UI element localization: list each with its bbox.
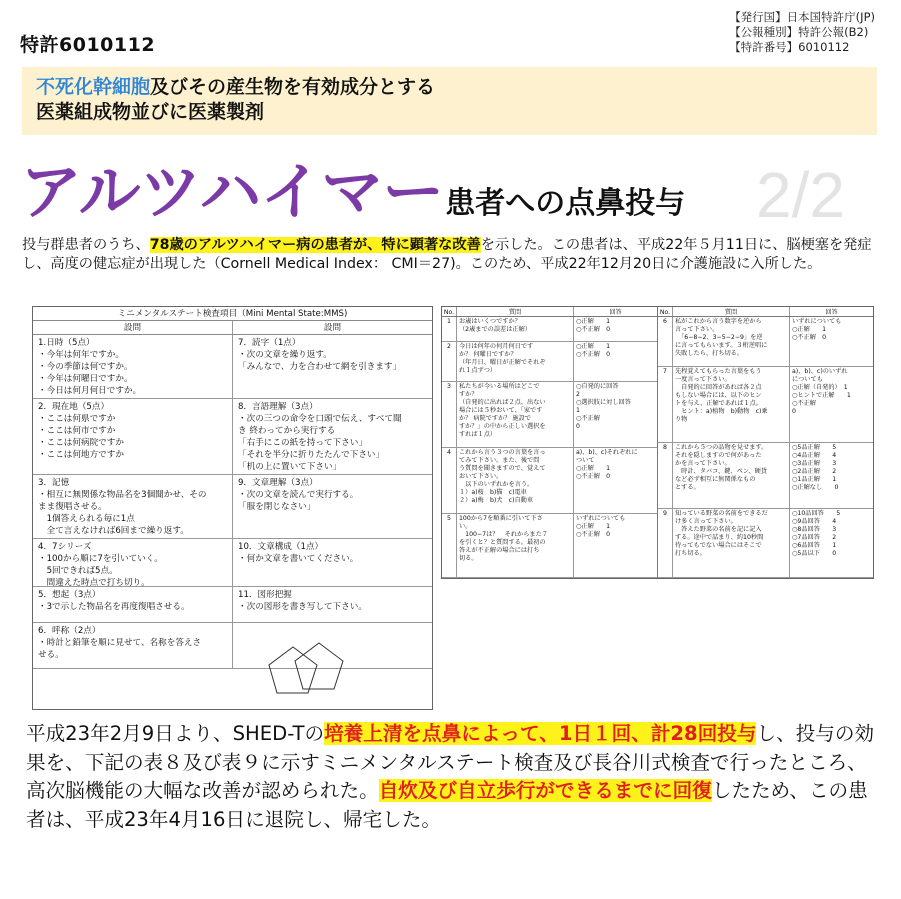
- result-text-1: 平成23年2月9日より、SHED-Tの: [26, 722, 325, 745]
- mms-cell: [33, 335, 232, 398]
- result-highlight-2: 自炊及び自立歩行ができるまでに回復: [378, 779, 712, 802]
- hasegawa-row-no: 3: [447, 383, 451, 390]
- hasegawa-line: ○正解なし 0: [792, 484, 839, 491]
- patent-number: 特許6010112: [20, 34, 156, 56]
- hasegawa-question: [672, 443, 789, 508]
- hasegawa-line: 答えた野菜の名前を記に記入: [675, 526, 762, 533]
- hasegawa-answer: [573, 448, 657, 513]
- hasegawa-line: 100から7を順番に引いて下さ: [459, 515, 543, 522]
- hasegawa-line: これから５つの品物を見せます。: [675, 444, 768, 451]
- mms-cell-line: 10．文章構成（1点）: [238, 542, 324, 552]
- hasegawa-line: てみて下さい。また、後で問: [459, 457, 540, 464]
- mms-header: [33, 321, 432, 335]
- hasegawa-line: a)、b)、c)のいずれ: [792, 368, 848, 375]
- hasegawa-line: a)、b)、c)それぞれに: [576, 449, 638, 456]
- mms-cell-line: 「服を閉じなさい」: [238, 502, 316, 512]
- mms-cell-line: ・次の三つの命令を口頭で伝え、すべて聞: [238, 414, 402, 424]
- mms-cell-line: 「それを半分に折りたたんで下さい」: [238, 450, 385, 460]
- mms-cell-line: せる。: [38, 650, 64, 660]
- mms-cell: [232, 475, 432, 538]
- header-answer: 回答: [789, 307, 873, 316]
- hasegawa-line: ○2品正解 2: [792, 468, 837, 475]
- mms-cell-line: ・今年は何曜日ですか。: [38, 374, 133, 384]
- hasegawa-answer: [573, 514, 657, 577]
- mms-cell-line: ・3で示した物品名を再度復唱させる。: [38, 602, 190, 612]
- hasegawa-line: に言ってもらいます。３桁逆唱に: [675, 342, 768, 349]
- mms-cell-line: ・ここは何地方ですか: [38, 450, 124, 460]
- hasegawa-line: （年月日、曜日が正解でそれぞ: [459, 359, 546, 366]
- hasegawa-line: （自発的に出れば２点、出ない: [459, 399, 546, 406]
- mms-caption: ミニメンタルステート検査項目（Mini Mental State:MMS): [33, 307, 432, 321]
- hasegawa-line: ○不正解: [576, 415, 600, 422]
- mms-cell-line: 11．図形把握: [238, 590, 292, 600]
- mms-cell-line: 「みんなで、力を合わせて網を引きます」: [238, 362, 402, 372]
- hasegawa-line: ○選択肢に対し回答: [576, 399, 631, 406]
- meta-number: 【特許番号】6010112: [729, 40, 850, 54]
- hasegawa-line: すか？」の中から正しい選択を: [459, 423, 546, 430]
- mms-cell-line: 9．文章理解（3点）: [238, 478, 318, 488]
- hasegawa-row: [658, 317, 873, 367]
- mms-table: [32, 306, 433, 710]
- mms-row: [33, 475, 432, 539]
- hasegawa-line: ○6品回答 1: [792, 542, 837, 549]
- hasegawa-header: [658, 307, 873, 317]
- hasegawa-line: い。: [459, 523, 472, 530]
- hasegawa-line: すれば１点）: [459, 431, 497, 438]
- mms-cell-line: 5．想起（3点）: [38, 590, 101, 600]
- hasegawa-line: 自発的に回答があれば各２点: [675, 384, 762, 391]
- hasegawa-row: [442, 514, 657, 578]
- mms-cell-line: 8．言語理解（3点）: [238, 402, 318, 412]
- topic-banner: [22, 67, 877, 135]
- hasegawa-line: 答えが不正解の場合には打ち: [459, 547, 540, 554]
- mms-rows: [33, 335, 432, 669]
- mms-cell-line: 1個答えられる毎に1点: [38, 514, 135, 524]
- hasegawa-question: [456, 317, 573, 341]
- hasegawa-question: [456, 382, 573, 447]
- hasegawa-question: [672, 367, 789, 442]
- hasegawa-row: [442, 342, 657, 382]
- hasegawa-line: 知っている野菜の名前をできるだ: [675, 510, 768, 517]
- hasegawa-line: ○正解 1: [792, 326, 827, 333]
- hasegawa-line: ○自発的に回答: [576, 383, 619, 390]
- intro-text-1: 投与群患者のうち、: [22, 237, 150, 253]
- hasegawa-line: 先程覚えてもらった言葉をもう: [675, 368, 762, 375]
- result-text-2: し、投与の効果を、下記の表８及び表９に示すミニメンタルステート検査及び長谷川式検査で行ったところ、高次脳機能の大幅な改善が認められた。: [26, 722, 875, 802]
- hasegawa-line: トを与え、正解であれば１点。: [675, 400, 762, 407]
- hasegawa-row-no: 9: [663, 510, 667, 517]
- hasegawa-row-no: 2: [447, 343, 451, 350]
- mms-cell: [33, 539, 232, 586]
- hasegawa-line: 待ってもでない場合にはそこで: [675, 542, 762, 549]
- mms-cell-line: ・時計と鉛筆を順に見せて、名称を答えさ: [38, 638, 202, 648]
- hasegawa-line: １）a)桜 b)猫 c)電車: [459, 489, 527, 496]
- hasegawa-line: ○正解（自発的） 1: [792, 384, 848, 391]
- hasegawa-line: ○不正解 0: [576, 473, 611, 480]
- hasegawa-line: 場合には５秒おいて、「家です: [459, 407, 543, 414]
- mms-cell-line: ・100から順に7を引いていく。: [38, 554, 163, 564]
- hasegawa-line: ○正解 1: [576, 343, 611, 350]
- mms-cell-line: まま復唱させる。: [38, 502, 107, 512]
- hasegawa-line: いずれについても: [792, 318, 842, 325]
- hasegawa-question: [456, 448, 573, 513]
- header-answer: 回答: [573, 307, 657, 316]
- mms-cell-line: ・何か文章を書いてください。: [238, 554, 359, 564]
- mms-row: [33, 587, 432, 623]
- hasegawa-row: [442, 448, 657, 514]
- hasegawa-line: ○不正解: [792, 400, 816, 407]
- hasegawa-line: 打ち切る。: [675, 550, 706, 557]
- hasegawa-line: ○7品回答 2: [792, 534, 837, 541]
- hasegawa-line: ○8品回答 3: [792, 526, 837, 533]
- hasegawa-question: [672, 317, 789, 366]
- mms-cell-line: 1.日時（5点）: [38, 338, 95, 348]
- mms-cell: [232, 539, 432, 586]
- hasegawa-line: ○5品以下 0: [792, 550, 837, 557]
- hasegawa-line: ○正解 1: [576, 523, 611, 530]
- hasegawa-line: かを言って下さい。: [675, 460, 731, 467]
- mms-row: [33, 399, 432, 475]
- mms-cell-line: 3．記憶: [38, 478, 70, 488]
- hasegawa-line: ○不正解 0: [576, 531, 611, 538]
- hasegawa-line: とする。: [675, 484, 700, 491]
- hasegawa-line: する。途中で詰まり、約10秒間: [675, 534, 764, 541]
- hasegawa-line: れ１点ずつ）: [459, 367, 497, 374]
- hasegawa-line: け多く言って下さい。: [675, 518, 737, 525]
- hasegawa-line: ○1品正解 1: [792, 476, 837, 483]
- hasegawa-row: [658, 443, 873, 509]
- hasegawa-row-no: 6: [663, 318, 667, 325]
- mms-cell-line: 「右手にこの紙を持って下さい」: [238, 438, 367, 448]
- hasegawa-answer: [573, 317, 657, 341]
- header-question: 質問: [672, 307, 789, 316]
- mms-cell-line: 7．読字（1点）: [238, 338, 301, 348]
- hasegawa-line: ○正解 1: [576, 465, 611, 472]
- mms-cell: [33, 399, 232, 474]
- hasegawa-line: り物: [675, 416, 688, 423]
- hasegawa-line: 今日は何年の何月何日です: [459, 343, 534, 350]
- result-text-3: したため、この患者は、平成23年4月16日に退院し、帰宅した。: [26, 779, 868, 831]
- hasegawa-line: 言って下さい。: [675, 326, 719, 333]
- hasegawa-row: [658, 367, 873, 443]
- mms-cell-line: ・今日は何月何日ですか。: [38, 386, 142, 396]
- hasegawa-question: [456, 514, 573, 577]
- mms-cell: [33, 475, 232, 538]
- hasegawa-line: おいて下さい。: [459, 473, 503, 480]
- intro-text-2: を示した。この患者は、平成22年５月11日に、脳梗塞を発症し、高度の健忘症が出現した（Cornell Medical Index： CMI＝27)。このため、平成22年12月20日に介護施設に入所した。: [22, 237, 872, 272]
- header-no: No.: [659, 309, 671, 316]
- hasegawa-answer: [573, 382, 657, 447]
- hasegawa-line: （2歳までの誤差は正解）: [459, 326, 531, 333]
- hasegawa-row: [442, 317, 657, 342]
- hasegawa-line: を引くと？と質問する。最初の: [459, 539, 546, 546]
- hasegawa-line: ○不正解 0: [576, 326, 611, 333]
- mms-cell-line: ・相互に無関係な物品名を3個聞かせ、その: [38, 490, 207, 500]
- mms-cell-line: ・次の文章を繰り返す。: [238, 350, 332, 360]
- hasegawa-line: 失敗したら、打ち切る。: [675, 350, 744, 357]
- hasegawa-answer: [789, 367, 873, 442]
- mms-header-cell: 設問: [232, 321, 432, 334]
- hasegawa-line: 時計、タバコ、鍵、ペン、硬貨: [675, 468, 768, 475]
- mms-cell-line: ・次の図形を書き写して下さい。: [238, 602, 367, 612]
- intro-highlight-1: 78歳のアルツハイマー病の患者が、: [149, 237, 382, 253]
- header-no: No.: [443, 309, 455, 316]
- mms-cell-line: 4．7シリーズ: [38, 542, 92, 552]
- header-question: 質問: [456, 307, 573, 316]
- mms-cell-line: 6．呼称（2点）: [38, 626, 101, 636]
- banner-line-1-rest: 及びその産生物を有効成分とする: [150, 76, 436, 98]
- hasegawa-line: それを隠しますので何があった: [675, 452, 762, 459]
- hasegawa-line: ○5品正解 5: [792, 444, 837, 451]
- hasegawa-right-half: [657, 307, 873, 578]
- mms-cell-line: 「机の上に置いて下さい」: [238, 462, 342, 472]
- meta-country: 【発行国】日本国特許庁(JP): [729, 10, 875, 24]
- hasegawa-line: ○不正解 0: [792, 334, 827, 341]
- title-sub: 患者への点鼻投与: [445, 186, 686, 221]
- hasegawa-line: ２）a)梅 b)犬 c)自動車: [459, 497, 534, 504]
- hasegawa-line: もしない場合には、以下のヒン: [675, 392, 762, 399]
- mms-cell: [33, 623, 232, 668]
- mms-cell-line: 5回できれば5点。: [38, 566, 118, 576]
- banner-line-2: 医薬組成物並びに医薬製剤: [36, 101, 265, 123]
- hasegawa-row-no: 5: [447, 515, 451, 522]
- hasegawa-line: う質問を聞きますので、覚えて: [459, 465, 546, 472]
- hasegawa-table: [441, 306, 874, 579]
- hasegawa-line: 0: [576, 423, 580, 430]
- result-highlight-1: 培養上清を点鼻によって、1日１回、計28回投与: [324, 722, 757, 745]
- hasegawa-line: か？ 何曜日ですか？: [459, 351, 517, 358]
- hasegawa-line: ついて: [576, 457, 595, 464]
- hasegawa-question: [456, 342, 573, 381]
- intro-paragraph: [22, 236, 882, 274]
- pentagon-figure-icon: [251, 641, 361, 703]
- hasegawa-line: 切る。: [459, 555, 478, 562]
- hasegawa-line: 100−7は？ それからまた７: [459, 531, 548, 538]
- mms-cell-line: 2．現在地（5点）: [38, 402, 110, 412]
- hasegawa-line: 2: [576, 391, 580, 398]
- hasegawa-line: これから言う３つの言葉を言っ: [459, 449, 546, 456]
- banner-line-1: [36, 75, 863, 100]
- page-title: [20, 142, 686, 228]
- title-main: アルツハイマー: [20, 155, 444, 228]
- mms-cell: [232, 587, 432, 622]
- hasegawa-header: [442, 307, 657, 317]
- hasegawa-line: ○正解 1: [576, 318, 611, 325]
- hasegawa-row-no: 8: [663, 444, 667, 451]
- mms-cell-line: 間違えた時点で打ち切り。: [38, 578, 150, 586]
- intro-highlight-2: 特に顕著な改善: [381, 237, 481, 253]
- hasegawa-line: 1: [576, 407, 580, 414]
- hasegawa-answer: [789, 509, 873, 577]
- hasegawa-answer: [573, 342, 657, 381]
- mms-row: [33, 623, 432, 669]
- hasegawa-line: など必ず相互に無関係なもの: [675, 476, 756, 483]
- hasegawa-line: か？ 病院ですか？ 施設で: [459, 415, 531, 422]
- hasegawa-answer: [789, 443, 873, 508]
- banner-highlight: 不死化幹細胞: [36, 76, 151, 98]
- meta-type: 【公報種別】特許公報(B2): [729, 25, 869, 39]
- hasegawa-question: [672, 509, 789, 577]
- hasegawa-line: ○10品回答 5: [792, 510, 841, 517]
- hasegawa-left-half: [442, 307, 657, 578]
- mms-cell: [232, 399, 432, 474]
- mms-header-cell: 設問: [123, 323, 142, 333]
- hasegawa-line: お歳はいくつですか？: [459, 318, 521, 325]
- hasegawa-line: ○9品回答 4: [792, 518, 837, 525]
- hasegawa-line: についても: [792, 376, 823, 383]
- hasegawa-row-no: 4: [447, 449, 451, 456]
- hasegawa-line: いずれについても: [576, 515, 626, 522]
- hasegawa-answer: [789, 317, 873, 366]
- mms-cell-line: ・ここは何県ですか: [38, 414, 116, 424]
- hasegawa-line: 一度言って下さい。: [675, 376, 731, 383]
- hasegawa-row: [442, 382, 657, 448]
- mms-cell-line: ・次の文章を読んで実行する。: [238, 490, 359, 500]
- hasegawa-line: 私がこれから言う数字を逆から: [675, 318, 762, 325]
- hasegawa-row-no: 1: [447, 318, 451, 325]
- page-indicator: 2/2: [756, 159, 845, 231]
- mms-cell: [33, 587, 232, 622]
- hasegawa-line: ○3品正解 3: [792, 460, 837, 467]
- hasegawa-line: 以下のいずれかを言う。: [459, 481, 534, 488]
- mms-row: [33, 335, 432, 399]
- result-paragraph: [26, 720, 884, 834]
- hasegawa-line: ○不正解 0: [576, 351, 611, 358]
- patent-meta: [729, 10, 875, 55]
- mms-cell: [232, 335, 432, 398]
- hasegawa-line: 私たちが今いる場所はどこで: [459, 383, 540, 390]
- hasegawa-line: 0: [792, 408, 796, 415]
- mms-cell-line: き 終わってから実行する: [238, 426, 336, 436]
- hasegawa-row-no: 7: [663, 368, 667, 375]
- mms-cell-line: ・ここは何病院ですか: [38, 438, 124, 448]
- hasegawa-line: ヒント：a)植物 b)動物 c)乗: [675, 408, 768, 415]
- hasegawa-line: すか？: [459, 391, 478, 398]
- mms-cell-line: ・今年は何年ですか。: [38, 350, 124, 360]
- mms-cell-line: ・ここは何市ですか: [38, 426, 116, 436]
- mms-row: [33, 539, 432, 587]
- hasegawa-line: ○4品正解 4: [792, 452, 837, 459]
- hasegawa-row: [658, 509, 873, 578]
- hasegawa-line: 「6−8−2、3−5−2−9」を逆: [675, 334, 763, 341]
- hasegawa-line: ○ヒントで正解 1: [792, 392, 851, 399]
- mms-cell-line: 全て言えなければ6回まで繰り返す。: [38, 526, 189, 536]
- mms-cell-line: ・今の季節は何ですか。: [38, 362, 133, 372]
